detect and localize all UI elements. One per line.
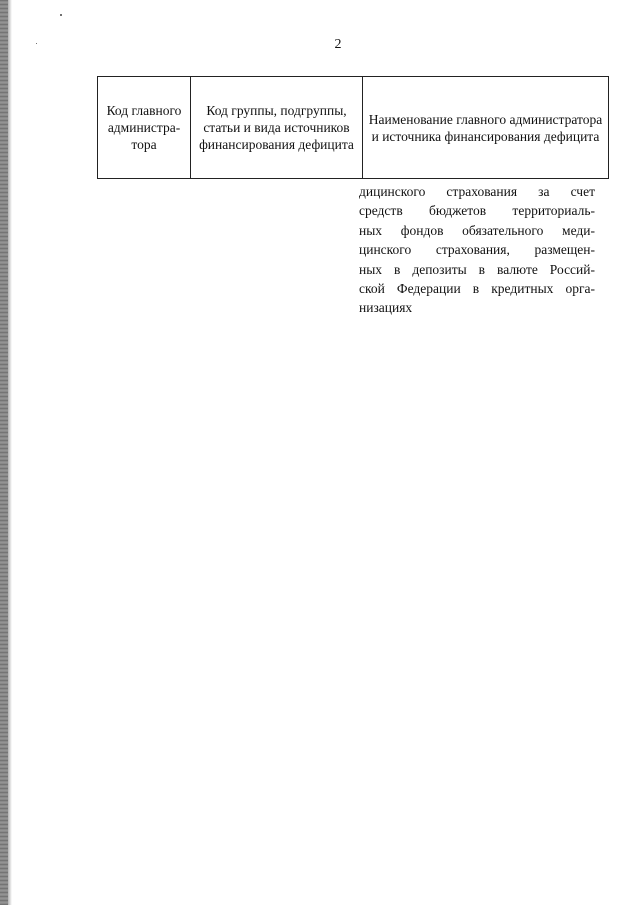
header-cell-admin-code: Код главного администра-тора: [98, 77, 191, 179]
header-cell-name: Наименование главного администратора и источника финансирования дефицита: [363, 77, 609, 179]
continuation-line: ных в депозиты в валюте Россий-: [359, 261, 595, 277]
scan-speck: [60, 14, 62, 16]
page-number: 2: [334, 37, 342, 52]
scan-edge: [0, 0, 8, 905]
continuation-line: цинского страхования, размещен-: [359, 242, 595, 258]
continuation-line: низациях: [359, 300, 413, 316]
continuation-line: ской Федерации в кредитных орга-: [359, 281, 595, 297]
continuation-line: ных фондов обязательного меди-: [359, 222, 595, 238]
table-header: [97, 76, 609, 179]
continuation-text: [359, 182, 595, 318]
table-header-row: [98, 77, 609, 179]
continuation-line: дицинского страхования за счет: [359, 184, 595, 199]
header-cell-source-code: Код группы, подгруппы, статьи и вида источников финансирования дефицита: [191, 77, 363, 179]
continuation-line: средств бюджетов территориаль-: [359, 203, 595, 219]
